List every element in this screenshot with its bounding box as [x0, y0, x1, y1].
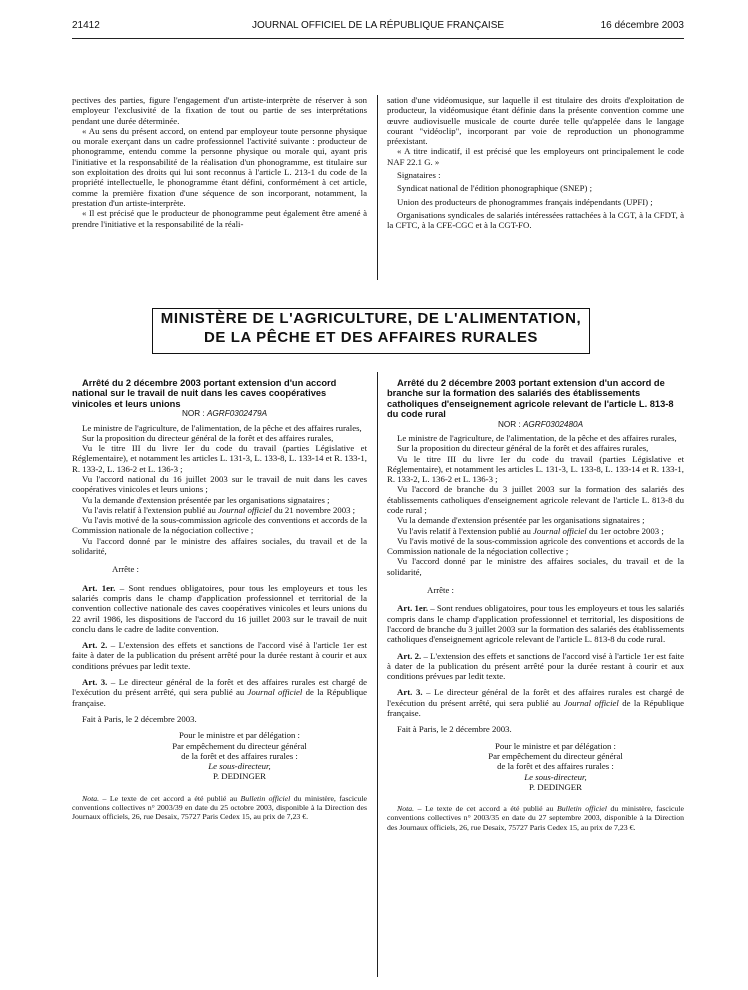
visa: Vu l'avis motivé de la sous-commission agricole des conventions et accords de la Commission nationale de la négociation collective ;	[72, 515, 367, 536]
visa: Vu l'accord national du 16 juillet 2003 sur le travail de nuit dans les caves coopératives vinicoles et leurs unions ;	[72, 474, 367, 495]
left-arrete	[72, 378, 367, 821]
column-divider-top	[377, 95, 378, 280]
arrete-title: Arrêté du 2 décembre 2003 portant extension d'un accord de branche sur la formation des salariés des établissements catholiques d'enseignement agricole relevant de l'article L. 813-8 du code rural	[387, 378, 674, 420]
signataire: Union des producteurs de phonogrammes français indépendants (UPFI) ;	[397, 196, 653, 207]
article-text: – L'extension des effets et sanctions de l'accord visé à l'article 1er est faite à dater de la publication du présent arrêté pour la durée restant à courir et aux conditions prévues par ledit texte.	[72, 640, 367, 671]
nor-reference	[72, 409, 367, 419]
visa: Vu la demande d'extension présentée par les organisations signataires ;	[82, 494, 330, 505]
paragraph: pectives des parties, figure l'engagement d'un artiste-interprète de réserver à son employeur l'exclusivité de la fixation de tout ou partie de ses interprétations pendant une durée déterminée.	[72, 95, 367, 126]
text: du 1er octobre 2003 ;	[586, 525, 664, 536]
bulletin-officiel-italic: Bulletin officiel	[557, 804, 607, 814]
visa: Vu l'avis motivé de la sous-commission agricole des conventions et accords de la Commission nationale de la négociation collective ;	[387, 535, 684, 557]
journal-title: JOURNAL OFFICIEL DE LA RÉPUBLIQUE FRANÇAISE	[251, 20, 505, 31]
bulletin-officiel-italic: Bulletin officiel	[240, 793, 291, 803]
article-3	[72, 677, 367, 708]
signature-title: Le sous-directeur,	[524, 771, 587, 782]
signature-line: Pour le ministre et par délégation :	[494, 740, 616, 751]
article-text: – L'extension des effets et sanctions de l'accord visé à l'article 1er est faite à dater de la publication du présent arrêté pour la durée restant à courir et aux conditions prévues par ledit texte.	[387, 650, 684, 682]
signataire: Organisations syndicales de salariés intéressées rattachées à la CGT, à la CFDT, à la CFTC, à la CFE-CGC et à la CGT-FO.	[387, 209, 684, 231]
ministry-line-1: MINISTÈRE DE L'AGRICULTURE, DE L'ALIMENTATION,	[160, 310, 582, 327]
signatory-name: P. DEDINGER	[213, 771, 266, 782]
nor-reference	[387, 420, 684, 430]
signature-line: de la forêt et des affaires rurales :	[181, 750, 298, 761]
article-label: Art. 3.	[82, 677, 108, 688]
article-3	[387, 687, 684, 718]
ministry-heading	[152, 308, 590, 354]
nor-label: NOR :	[497, 419, 521, 429]
top-right-column	[387, 95, 684, 231]
signataire: Syndicat national de l'édition phonographique (SNEP) ;	[397, 183, 593, 194]
article-label: Art. 2.	[82, 640, 108, 651]
visa: Vu le titre III du livre Ier du code du travail (parties Législative et Réglementaire), et notamment les articles L. 131-3, L. 133-8, L. 133-14 et R. 133-1, R. 133-2, L. 136-2 et L. 136-3 ;	[387, 453, 684, 485]
signatory-name: P. DEDINGER	[529, 781, 582, 792]
paragraph: sation d'une vidéomusique, sur laquelle il est titulaire des droits d'exploitation de producteur, la vidéomusique étant définie dans la présente convention comme une œuvre audiovisuelle musicale de courte durée telle qu'appelée dans le langage courant "vidéoclip", incorporant par voie de reproduction un phonogramme préexistant.	[387, 95, 684, 147]
article-text: de la République française.	[387, 697, 684, 719]
column-divider-bottom	[377, 372, 378, 977]
article-text: de la République française.	[72, 687, 367, 708]
text: du 21 novembre 2003 ;	[271, 504, 356, 515]
article-label: Art. 1er.	[397, 603, 429, 614]
article-2	[72, 640, 367, 671]
journal-officiel-italic: Journal officiel	[563, 697, 619, 708]
nota-text: du ministère, fascicule conventions collectives n° 2003/39 en date du 25 octobre 2003, disponible à la Direction des Journaux officiels, 26, rue Desaix, 75727 Paris Cedex 15, au prix de 7,23 €.	[72, 793, 367, 822]
visa: Vu le titre III du livre Ier du code du travail (parties Législative et Réglementaire), et notamment les articles L. 131-3, L. 133-8, L. 133-14 et R. 133-1, R. 133-2, L. 136-2 et L. 136-3 ;	[72, 443, 367, 474]
article-1	[72, 583, 367, 634]
page-number: 21412	[72, 20, 100, 31]
signature-line: Par empêchement du directeur général	[172, 740, 307, 751]
article-2	[387, 651, 684, 682]
signataires-label: Signataires :	[397, 170, 441, 181]
nota-text: – Le texte de cet accord a été publié au	[414, 804, 558, 814]
article-text: – Le directeur général de la forêt et des affaires rurales est chargé de l'exécution du présent arrêté, qui sera publié au	[387, 687, 684, 708]
nor-value: AGRF0302480A	[522, 419, 584, 429]
nota-text: – Le texte de cet accord a été publié au	[99, 793, 241, 803]
article-text: – Sont rendues obligatoires, pour tous les employeurs et tous les salariés compris dans le champ d'application professionnel et territorial, les dispositions de l'accord de branche du 3 juillet 2003 sur la formation des salariés des établissements catholiques d'enseignement agricole relevant de l'article L. 813-8 du code rural.	[387, 603, 684, 645]
visa: Vu l'accord donné par le ministre des affaires sociales, du travail et de la solidarité,	[387, 556, 684, 577]
visa: Sur la proposition du directeur général de la forêt et des affaires rurales,	[82, 432, 334, 443]
signature-line: Par empêchement du directeur général	[488, 750, 623, 761]
ministry-line-2: DE LA PÊCHE ET DES AFFAIRES RURALES	[203, 329, 539, 346]
signature-line: Pour le ministre et par délégation :	[178, 730, 300, 741]
article-label: Art. 2.	[397, 650, 422, 661]
visa: Sur la proposition du directeur général de la forêt et des affaires rurales,	[397, 443, 649, 454]
right-arrete	[387, 378, 684, 832]
article-text: – Sont rendues obligatoires, pour tous les employeurs et tous les salariés compris dans le champ d'application professionnel et territorial de la convention collective nationale des caves coopératives vinicoles et leurs unions du 22 avril 1986, les dispositions de l'accord du 16 juillet 2003 sur le travail de nuit conclu dans le cadre de ladite convention.	[72, 582, 367, 634]
text: Vu l'avis relatif à l'extension publié au	[397, 525, 534, 536]
visa: Le ministre de l'agriculture, de l'alimentation, de la pêche et des affaires rurales,	[82, 422, 362, 433]
nota-text: du ministère, fascicule conventions collectives n° 2003/35 en date du 27 septembre 2003, disponible à la Direction des Journaux officiels, 26, rue Desaix, 75727 Paris Cedex 15, au prix de 7,23 €.	[387, 804, 685, 832]
text: Vu l'avis relatif à l'extension publié au	[82, 504, 219, 515]
journal-officiel-italic: Journal officiel	[247, 687, 303, 698]
signature-line: de la forêt et des affaires rurales :	[497, 761, 614, 772]
article-label: Art. 1er.	[82, 582, 116, 593]
nota-label: Nota.	[82, 793, 100, 803]
arrete-label: Arrête :	[112, 564, 139, 575]
paragraph: « Au sens du présent accord, on entend par employeur toute personne physique ou morale exerçant dans un cadre professionnel l'activité suivante : producteur de phonogramme, entendu comme la personne physique ou morale qui, ayant pris l'initiative et la responsabilité de la réalisation d'un phonogramme, est titulaire sur son exploitation des droits qui lui sont reconnus à l'article L. 213-1 du code de la propriété intellectuelle, le phonogramme étant défini, conformément à cet article, comme la première fixation d'une séquence de son incorporant, notamment, la prestation d'un artiste-interprète.	[72, 125, 367, 208]
nor-label: NOR :	[181, 409, 205, 419]
arrete-label: Arrête :	[427, 585, 454, 596]
nota-label: Nota.	[397, 804, 415, 814]
nota	[72, 794, 367, 822]
nota	[387, 804, 684, 832]
visa-journal-officiel	[387, 526, 684, 536]
signature-title: Le sous-directeur,	[208, 761, 271, 772]
visa: Le ministre de l'agriculture, de l'alimentation, de la pêche et des affaires rurales,	[397, 432, 677, 443]
top-left-column	[72, 95, 367, 229]
issue-date: 16 décembre 2003	[600, 20, 684, 31]
fait-a-paris: Fait à Paris, le 2 décembre 2003.	[397, 724, 512, 735]
paragraph: « Il est précisé que le producteur de phonogramme peut également être amené à prendre l'initiative et la responsabilité de la réali-	[72, 208, 367, 229]
page-header	[72, 20, 684, 34]
paragraph: « A titre indicatif, il est précisé que les employeurs ont principalement le code NAF 22.1 G. »	[387, 146, 684, 167]
visa: Vu l'accord donné par le ministre des affaires sociales, du travail et de la solidarité,	[72, 535, 367, 557]
header-rule	[72, 38, 684, 39]
visa: Vu l'accord de branche du 3 juillet 2003 sur la formation des salariés des établissements catholiques d'enseignement agricole relevant de l'article L. 813-8 du code rural ;	[387, 484, 684, 515]
nor-value: AGRF0302479A	[206, 409, 268, 419]
journal-officiel-italic: Journal officiel	[218, 504, 272, 515]
arrete-title: Arrêté du 2 décembre 2003 portant extension d'un accord national sur le travail de nuit dans les caves coopératives vinicoles et leurs unions	[72, 378, 337, 409]
article-label: Art. 3.	[397, 687, 423, 698]
journal-officiel-italic: Journal officiel	[533, 525, 587, 536]
article-text: – Le directeur général de la forêt et des affaires rurales est chargé de l'exécution du présent arrêté, qui sera publié au	[72, 677, 367, 698]
visa: Vu la demande d'extension présentée par les organisations signataires ;	[397, 515, 645, 526]
visa-journal-officiel	[72, 505, 367, 515]
fait-a-paris: Fait à Paris, le 2 décembre 2003.	[82, 713, 197, 724]
article-1	[387, 603, 684, 644]
